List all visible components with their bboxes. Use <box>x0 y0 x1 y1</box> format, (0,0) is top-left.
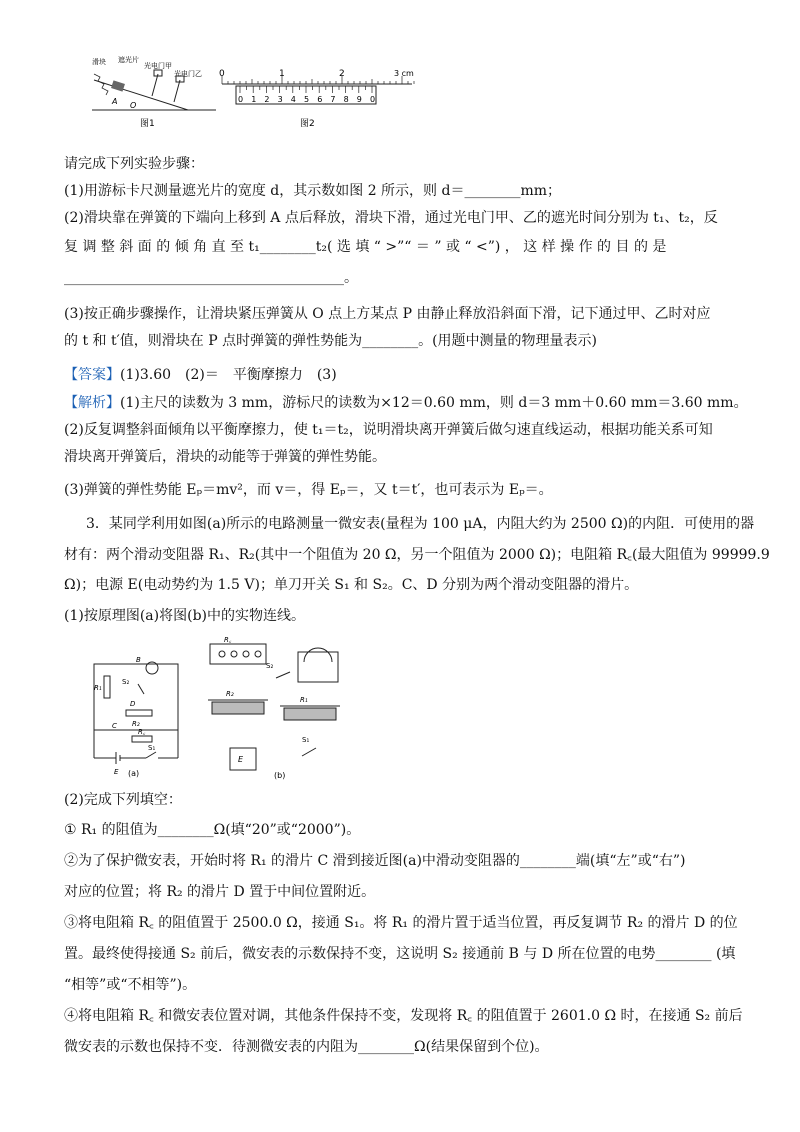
fig1-label-slider: 滑块 <box>92 58 106 66</box>
vernier-label: 0 <box>238 95 244 104</box>
fig2-caption: 图2 <box>300 119 315 129</box>
fill-4-line-b: 微安表的示数也保持不变．待测微安表的内阻为________Ω(结果保留到个位)。 <box>64 1039 549 1055</box>
fig1-label-gate-a: 光电门甲 <box>144 62 172 70</box>
figa-caption: (a) <box>128 769 140 778</box>
step-2-line-c: ________________________________________。 <box>64 270 358 286</box>
vernier-label: 1 <box>251 95 257 104</box>
vernier-label: 5 <box>304 95 310 104</box>
vernier-label: 7 <box>330 95 336 104</box>
figb-label-r2: R₂ <box>226 690 234 698</box>
figa-label-r1: R₁ <box>94 684 102 692</box>
question-3-step-2: (2)完成下列填空： <box>64 792 182 808</box>
fig1-label-point-o: O <box>130 101 137 110</box>
fig2-main-2: 2 <box>339 69 345 79</box>
vernier-label: 6 <box>317 95 323 104</box>
analysis-2-line-b: 滑块离开弹簧后，滑块的动能等于弹簧的弹性势能。 <box>64 449 386 465</box>
figb-label-s1: S₁ <box>302 736 310 744</box>
vernier-label: 3 <box>277 95 283 104</box>
answer-tag: 【答案】 <box>64 367 120 383</box>
figure-1-incline <box>88 52 218 130</box>
fig1-label-point-a: A <box>112 97 118 106</box>
step-3-line-a: (3)按正确步骤操作，让滑块紧压弹簧从 O 点上方某点 P 由静止释放沿斜面下滑，记下通过甲、乙时对应 <box>64 306 711 322</box>
figure-b-components <box>204 632 354 780</box>
analysis-tag: 【解析】 <box>64 395 120 411</box>
fill-1: ① R₁ 的阻值为________Ω(填“20”或“2000”)。 <box>64 822 361 838</box>
figb-label-s2: S₂ <box>266 662 274 670</box>
fill-3-line-c: “相等”或“不相等”)。 <box>64 977 197 993</box>
figure-a-circuit <box>86 654 186 778</box>
vernier-label: 4 <box>290 95 296 104</box>
figa-label-s2: S₂ <box>122 678 130 686</box>
fig1-label-gate-b: 光电门乙 <box>174 70 202 78</box>
figa-label-b: B <box>136 656 141 664</box>
answer-text: (1)3.60 (2)＝ 平衡摩擦力 (3) <box>120 367 337 383</box>
figa-label-rc: R꜀ <box>138 728 146 736</box>
vernier-label: 8 <box>343 95 349 104</box>
figb-label-r1: R₁ <box>300 696 308 704</box>
question-3-step-1: (1)按原理图(a)将图(b)中的实物连线。 <box>64 608 305 624</box>
vernier-label: 2 <box>264 95 270 104</box>
figure-2-vernier <box>212 62 422 130</box>
question-3-line-b: 材有：两个滑动变阻器 R₁、R₂(其中一个阻值为 20 Ω，另一个阻值为 2000 Ω)；电阻箱 R꜀(最大阻值为 99999.9 <box>64 547 770 563</box>
fig2-main-1: 1 <box>279 69 285 79</box>
fig1-caption: 图1 <box>140 119 155 129</box>
fill-3-line-a: ③将电阻箱 R꜀ 的阻值置于 2500.0 Ω，接通 S₁。将 R₁ 的滑片置于适当位置，再反复调节 R₂ 的滑片 D 的位 <box>64 915 738 931</box>
step-2-line-b: 复 调 整 斜 面 的 倾 角 直 至 t₁________t₂( 选 填 “ >”“ ＝ ” 或 “ <”) ， 这 样 操 作 的 目 的 是 <box>64 239 667 255</box>
analysis-1: (1)主尺的读数为 3 mm，游标尺的读数为×12＝0.60 mm，则 d＝3 mm＋0.60 mm＝3.60 mm。 <box>120 395 748 411</box>
fill-3-line-b: 置。最终使得接通 S₂ 前后，微安表的示数保持不变，这说明 S₂ 接通前 B 与 D 所在位置的电势________ (填 <box>64 946 736 962</box>
figa-label-r2: R₂ <box>132 720 140 728</box>
step-2-line-a: (2)滑块靠在弹簧的下端向上移到 A 点后释放，滑块下滑，通过光电门甲、乙的遮光时间分别为 t₁、t₂，反 <box>64 210 718 226</box>
figa-label-d: D <box>130 700 136 708</box>
fig1-label-shade: 遮光片 <box>118 56 139 64</box>
question-3-line-a: 3．某同学利用如图(a)所示的电路测量一微安表(量程为 100 μA，内阻大约为 2500 Ω)的内阻．可使用的器 <box>86 516 755 532</box>
vernier-label: 0 <box>370 95 376 104</box>
question-3-line-c: Ω)；电源 E(电动势约为 1.5 V)；单刀开关 S₁ 和 S₂。C、D 分别为两个滑动变阻器的滑片。 <box>64 577 639 593</box>
step-1: (1)用游标卡尺测量遮光片的宽度 d，其示数如图 2 所示，则 d＝________mm； <box>64 183 562 199</box>
figa-label-s1: S₁ <box>148 744 156 752</box>
figb-label-e: E <box>238 755 244 764</box>
fill-4-line-a: ④将电阻箱 R꜀ 和微安表位置对调，其他条件保持不变，发现将 R꜀ 的阻值置于 2601.0 Ω 时，在接通 S₂ 前后 <box>64 1008 743 1024</box>
fig2-main-0: 0 <box>219 69 225 79</box>
fill-2-line-a: ②为了保护微安表，开始时将 R₁ 的滑片 C 滑到接近图(a)中滑动变阻器的________端(填“左”或“右”) <box>64 853 686 869</box>
step-3-line-b: 的 t 和 t′值，则滑块在 P 点时弹簧的弹性势能为________。(用题中测量的物理量表示) <box>64 333 598 349</box>
figa-label-e: E <box>114 768 119 776</box>
analysis-3: (3)弹簧的弹性势能 Eₚ＝mv²，而 v＝，得 Eₚ＝，又 t＝t′，也可表示为 Eₚ＝。 <box>64 482 553 498</box>
fig2-main-3: 3 cm <box>394 69 414 78</box>
vernier-label: 9 <box>356 95 362 104</box>
figb-caption: (b) <box>274 771 286 780</box>
fill-2-line-b: 对应的位置；将 R₂ 的滑片 D 置于中间位置附近。 <box>64 884 376 900</box>
analysis-2-line-a: (2)反复调整斜面倾角以平衡摩擦力，使 t₁＝t₂，说明滑块离开弹簧后做匀速直线运动，根据功能关系可知 <box>64 422 713 438</box>
figb-label-rc: R꜀ <box>224 636 232 644</box>
figa-label-c: C <box>112 722 117 730</box>
intro-line: 请完成下列实验步骤： <box>64 156 204 172</box>
